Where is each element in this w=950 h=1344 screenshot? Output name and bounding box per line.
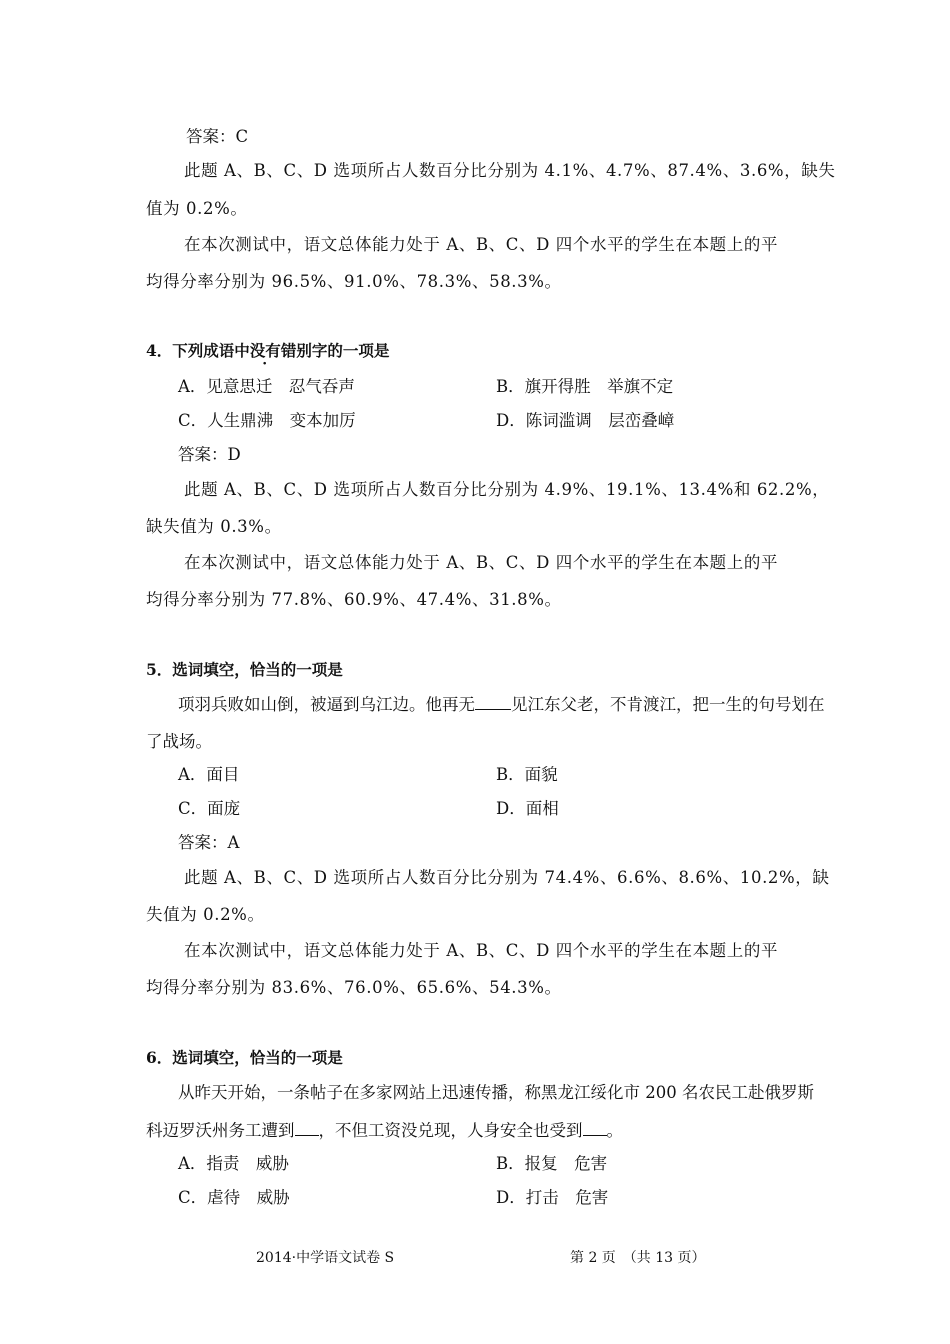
q4-title-suffix: 错别字的一项是 [280,341,390,360]
q3-stats-line2: 值为 0.2%。 [146,199,248,218]
q5-option-d: D．面相 [496,799,559,818]
q5-option-a: A．面目 [178,765,240,784]
q5-ability-line2: 均得分率分别为 83.6%、76.0%、65.6%、54.3%。 [146,978,562,997]
q5-option-c: C．面庞 [178,799,241,818]
q6-stem-text-b: ，不但工资没兑现，人身安全也受到 [318,1121,583,1140]
q4-option-d: D．陈词滥调 层峦叠嶂 [496,411,675,430]
q6-option-b: B．报复 危害 [496,1154,608,1173]
q4-answer: 答案：D [178,445,241,464]
q6-option-c: C．虐待 威胁 [178,1188,290,1207]
q6-stem-text-c: 。 [606,1121,623,1140]
q4-ability-line2: 均得分率分别为 77.8%、60.9%、47.4%、31.8%。 [146,590,562,609]
q4-stats-line2: 缺失值为 0.3%。 [146,517,282,536]
q3-ability-line1: 在本次测试中，语文总体能力处于 A、B、C、D 四个水平的学生在本题上的平 [184,235,779,254]
q5-stem-line2: 了战场。 [146,732,212,751]
q3-answer: 答案：C [186,127,249,146]
q5-fill-blank [475,693,511,710]
q4-title-emphasis: 没有 [249,341,281,360]
q6-stem-line1: 从昨天开始，一条帖子在多家网站上迅速传播，称黑龙江绥化市 200 名农民工赴俄罗斯 [178,1083,814,1102]
q4-option-b: B．旗开得胜 举旗不定 [496,377,674,396]
q6-option-a: A．指责 威胁 [178,1154,289,1173]
q4-title-prefix: 4．下列成语中 [146,341,250,360]
footer-exam-title: 2014·中学语文试卷 S [256,1250,395,1266]
q6-title: 6．选词填空，恰当的一项是 [146,1048,343,1067]
q6-option-d: D．打击 危害 [496,1188,609,1207]
q6-fill-blank-1 [295,1119,319,1136]
q6-stem-line2 [146,1119,623,1142]
footer-page-number: 第 2 页 （共 13 页） [570,1250,706,1266]
q4-stats-line1: 此题 A、B、C、D 选项所占人数百分比分别为 4.9%、19.1%、13.4%和 62.2%， [184,480,830,499]
q6-stem-text-a: 科迈罗沃州务工遭到 [146,1121,295,1140]
q5-stem-text-b: 见江东父老，不肯渡江，把一生的句号划在 [511,695,825,714]
q4-option-c: C．人生鼎沸 变本加厉 [178,411,356,430]
q4-ability-line1: 在本次测试中，语文总体能力处于 A、B、C、D 四个水平的学生在本题上的平 [184,553,779,572]
q3-ability-line2: 均得分率分别为 96.5%、91.0%、78.3%、58.3%。 [146,272,562,291]
q4-title [146,340,389,362]
q5-option-b: B．面貌 [496,765,558,784]
q4-option-a: A．见意思迁 忍气吞声 [178,377,355,396]
q5-stats-line1: 此题 A、B、C、D 选项所占人数百分比分别为 74.4%、6.6%、8.6%、10.2%，缺 [184,868,830,887]
q6-fill-blank-2 [583,1119,607,1136]
q5-ability-line1: 在本次测试中，语文总体能力处于 A、B、C、D 四个水平的学生在本题上的平 [184,941,779,960]
q3-stats-line1: 此题 A、B、C、D 选项所占人数百分比分别为 4.1%、4.7%、87.4%、3.6%，缺失 [184,161,836,180]
q5-title: 5．选词填空，恰当的一项是 [146,660,343,679]
q5-stem-text-a: 项羽兵败如山倒，被逼到乌江边。他再无 [178,695,475,714]
q5-stats-line2: 失值为 0.2%。 [146,905,265,924]
q5-answer: 答案：A [178,833,240,852]
q5-stem-line1 [178,693,825,716]
